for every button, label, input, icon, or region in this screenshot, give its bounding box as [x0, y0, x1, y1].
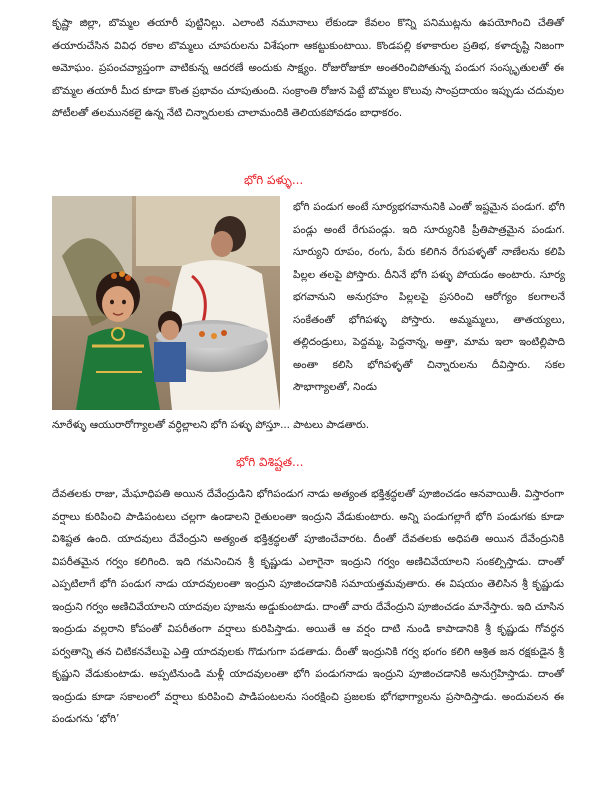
bhogi-pallu-side-text: భోగి పండుగ అంటే సూర్యభగవానునికి ఎంతో ఇష్టమైన పండుగ. భోగి పండ్లు అంటే రేగుపండ్లు. ఇది సూర్యునికి ప్రీతిపాత్రమైన పండుగ. సూర్యుని రూపం, రంగు, పేరు కలిగిన రేగుపళ్ళతో నాణేలను కలిపి పిల్లల తలపై పోస్తారు. దీనినే భోగి పళ్ళు పోయడం అంటారు. సూర్య భగవానుని అనుగ్రహం పిల్లలపై ప్రసరించి ఆరోగ్యం కలగాలనే సంకేతంతో భోగిపళ్ళు పోస్తారు. అమ్మమ్మలు, తాతయ్యలు, తల్లిదండ్రులు, పెద్దమ్మ, పెద్దనాన్న, అత్తా, మామ ఇలా ఇంటిల్లిపాది అంతా కలిసి భోగిపళ్ళతో చిన్నారులను దీవిస్తారు. సకల సౌభాగ్యాలతో, నిండు	[293, 201, 565, 393]
section-heading-bhogi-visishtata: భోగి విశిష్టత...	[236, 455, 304, 469]
intro-paragraph: కృష్ణా జిల్లా, బొమ్మల తయారీ పుట్టినిల్లు. ఎలాంటి నమూనాలు లేకుండా కేవలం కొన్ని పనిముట్లను ఉపయోగించి చేతితో తయారుచేసిన వివిధ రకాల బొమ్మలు చూపరులను విశేషంగా ఆకట్టుకుంటాయి. కొండపల్లి కళాకారుల ప్రతిభ, కళాదృష్టి నిజంగా అమోఘం. ప్రపంచవ్యాప్తంగా వాటికున్న ఆదరణే అందుకు సాక్ష్యం. రోజురోజుకూ అంతరించిపోతున్న పండుగ సంస్కృతులతో ఈ బొమ్మల తయారీ మీద కూడా కొంత ప్రభావం చూపుతుంది. సంక్రాంతి రోజున పెట్టే బొమ్మల కొలువు సాంప్రదాయం ఇప్పుడు చదువుల పోటీలతో తలమునకలై ఉన్న నేటి చిన్నారులకు చాలామందికి తెలియకపోవడం బాధాకరం.	[52, 17, 564, 119]
bhogi-visishtata-paragraph: దేవతలకు రాజు, మేఘాధిపతి అయిన దేవేంద్రుడిని భోగిపండుగ నాడు అత్యంత భక్తిశ్రద్ధలతో పూజించడం ఆనవాయితీ. విస్తారంగా వర్షాలు కురిపించి పాడిపంటలు చల్లగా ఉండాలని రైతులంతా ఇంద్రుని వేడుకుంటారు. అన్ని పండుగల్లాగే భోగి పండుగకు కూడా విశిష్టత ఉంది. యాదవులు దేవేంద్రుని అత్యంత భక్తిశ్రద్ధలతో పూజించేవారట. దీంతో దేవతలకు అధిపతి అయిన దేవేంద్రునికి విపరీతమైన గర్వం కలిగింది. ఇది గమనించిన శ్రీ కృష్ణుడు ఎలాగైనా ఇంద్రుని గర్వం అణిచివేయాలని సంకల్పిస్తాడు. దాంతో ఎప్పటిలాగే భోగి పండుగ నాడు యాదవులంతా ఇంద్రుని పూజించడానికి సమాయత్తమవుతారు. ఈ విషయం తెలిసిన శ్రీ కృష్ణుడు ఇంద్రుని గర్వం అణిచివేయాలని యాదవుల పూజను అడ్డుకుంటాడు. దాంతో వారు దేవేంద్రుని పూజించడం మానేస్తారు. ఇది చూసిన ఇంద్రుడు వల్లరాని కోపంతో విపరీతంగా వర్షాలు కురిపిస్తాడు. అయితే ఆ వర్షం దాటి నుండి కాపాడానికి శ్రీ కృష్ణుడు గోవర్ధన పర్వతాన్ని తన చిటికనవేలుపై ఎత్తి యాదవులకు గొడుగుగా పడతాడు. దీంతో ఇంద్రునికి గర్వ భంగం కలిగి ఆశ్రిత జన రక్షకుడైన శ్రీ కృష్ణుని వేడుకుంటాడు. అప్పటినుండి మళ్లీ యాదవులంతా భోగి పండుగనాడు ఇంద్రుని పూజించడానికి అనుగ్రహిస్తాడు. దాంతో ఇంద్రుడు కూడా సకాలంలో వర్షాలు కురిపించి పాడిపంటలను సంరక్షించి ప్రజలకు భోగభాగ్యాలను ప్రసాదిస్తాడు. అందువలన ఈ పండుగను ‘భోగి’	[52, 488, 564, 725]
bhogi-pallu-photo	[52, 196, 280, 410]
section-heading-bhogi-pallu: భోగి పళ్ళు...	[244, 173, 304, 187]
bhogi-pallu-continued-text: నూరేళ్ళు ఆయురారోగ్యాలతో వర్ధిల్లాలని భోగి పళ్ళు పోస్తూ... పాటలు పాడతారు.	[52, 419, 370, 431]
photo-illustration	[52, 196, 280, 410]
